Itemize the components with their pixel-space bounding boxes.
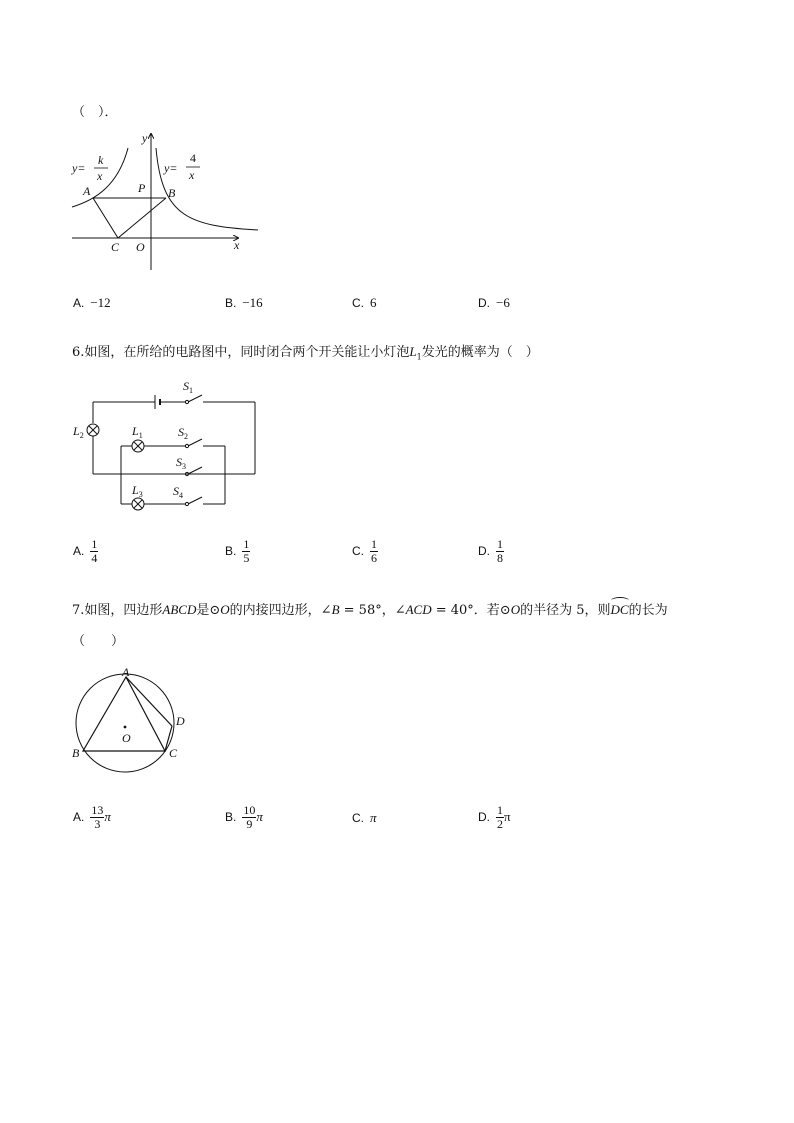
point-o-label: O (136, 240, 145, 254)
lamp-l2-label: $L_2$ (73, 424, 84, 440)
y-axis-label: y (142, 131, 148, 145)
point-c-label: C (169, 746, 178, 760)
q6-option-d: D. $\frac{1}{8}$ (478, 537, 503, 565)
q6-stem: 6.如图，在所给的电路图中，同时闭合两个开关能让小灯泡$L_1$发光的概率为（ ） (72, 344, 539, 362)
right-curve-eq-y: y= (164, 161, 178, 175)
q6-option-a: A. $\frac{1}{4}$ (73, 537, 98, 565)
lamp-l3-icon (132, 498, 144, 510)
left-curve-eq-num: k (98, 153, 104, 167)
q5-option-c: C. 6 (352, 295, 377, 310)
switch-s2-label: $S_2$ (178, 425, 188, 441)
lamp-l1-icon (132, 440, 144, 452)
q7-option-c: C. π (352, 810, 377, 825)
q7-stem: 7.如图，四边形ABCD是⊙O的内接四边形，∠B = 58°，∠ACD = 40°．若⊙O的半径为 5，则 DC的长为 (72, 600, 668, 617)
point-a-label: A (122, 665, 130, 679)
q5-hyperbola-graph (60, 128, 260, 288)
q5-option-b: B. −16 (225, 295, 263, 310)
right-curve-eq-den: x (189, 168, 195, 182)
q5-option-a: A. −12 (73, 295, 111, 310)
point-b-label: B (72, 746, 80, 760)
lamp-l3-label: $L_3$ (132, 483, 143, 499)
q7-option-b: B. $\frac{10}{9}$ π (225, 803, 263, 831)
left-curve-eq-y: y= (72, 161, 86, 175)
q6-option-c: C. $\frac{1}{6}$ (352, 537, 377, 565)
point-d-label: D (176, 714, 185, 728)
q7-circle-figure (66, 664, 196, 784)
q5-stem-tail: （ ）． (72, 105, 118, 120)
right-curve-eq-num: 4 (190, 151, 196, 165)
q7-option-a: A. $\frac{13}{3}$ π (73, 803, 111, 831)
lamp-l1-label: $L_1$ (132, 424, 143, 440)
switch-s3-label: $S_3$ (176, 455, 186, 471)
point-a-label: A (83, 184, 91, 198)
point-b-label: B (168, 186, 176, 200)
point-p-label: P (138, 181, 146, 195)
left-curve-eq-den: x (97, 169, 103, 183)
point-c-label: C (111, 240, 120, 254)
q6-circuit-diagram (70, 378, 270, 518)
lamp-l2-icon (87, 424, 99, 436)
q6-option-b: B. $\frac{1}{5}$ (225, 537, 250, 565)
q5-option-d: D. −6 (478, 295, 510, 310)
q7-option-d: D. $\frac{1}{2}$ π (478, 803, 511, 831)
arc-dc-notation: DC (611, 600, 629, 616)
point-o-label: O (122, 731, 131, 745)
switch-s4-label: $S_4$ (173, 484, 183, 500)
x-axis-label: x (234, 238, 240, 252)
q7-stem-paren: （ ） (72, 634, 125, 649)
switch-s1-label: $S_1$ (183, 379, 193, 395)
